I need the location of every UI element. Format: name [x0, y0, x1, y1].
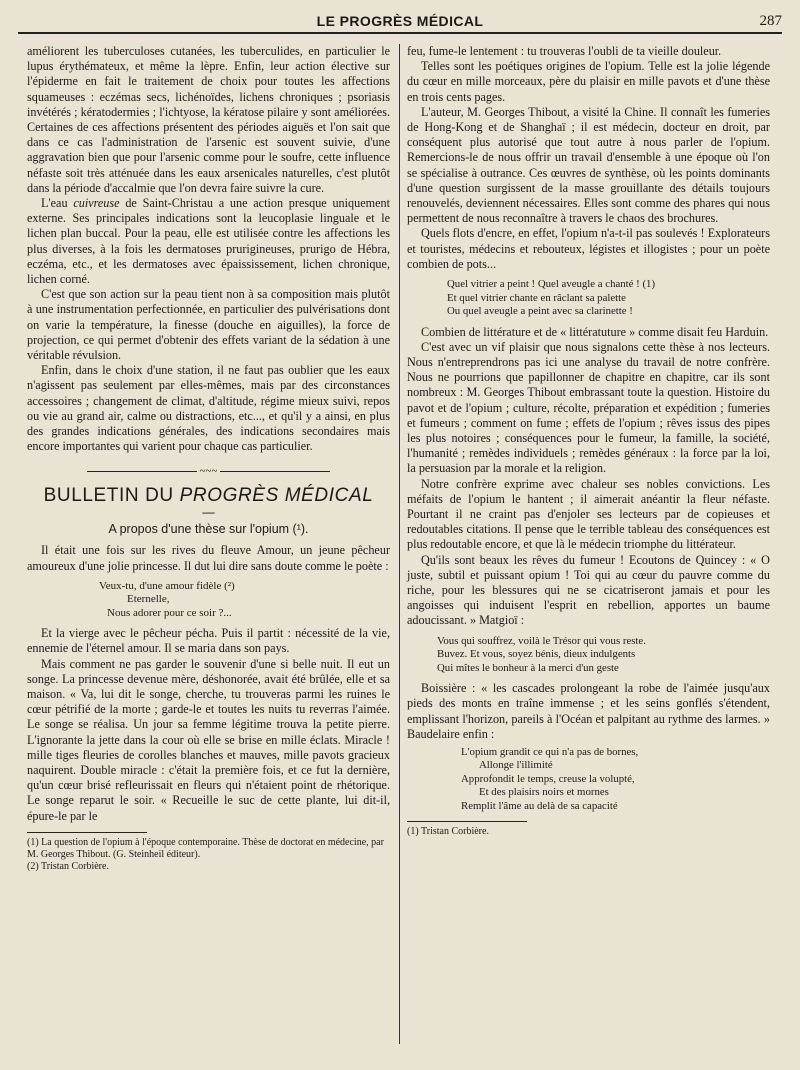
right-verse-3-line-3: Approfondit le temps, creuse la volupté,: [461, 772, 635, 785]
left-verse: [27, 580, 390, 621]
left-paragraph-2-italic: cuivreuse: [73, 196, 120, 211]
left-footnote-rule: [27, 832, 147, 833]
right-paragraph-1: feu, fume-le lentement : tu trouveras l'oubli de ta vieille douleur.: [407, 44, 722, 58]
article-subtitle: A propos d'une thèse sur l'opium (¹).: [108, 522, 309, 537]
bulletin-title: [27, 484, 390, 506]
right-verse-3-line-1: L'opium grandit ce qui n'a pas de bornes,: [461, 745, 639, 758]
left-paragraph-7: Mais comment ne pas garder le souvenir d'une si belle nuit. Il eut un songe. La princesse devenue mère, déshonorée, avait été brûlée, elle et sa maison. « Va, lui dit le songe, cherche, tu trouveras parmi les ruines le cœur pétrifié de la morte ; garde-le et toutes les nuits tu reverras l'aimée. Le songe se réalisa. Un jour sa femme légitime trouva la petite pierre. L'ignorante la jette dans la cour où elle se brise en mille éclats. Miracle ! mille tiges fleuries de corolles blanches et mauves, mille pavots gracieux naquirent. Double miracle : c'était la première fois, et ce fut la dernière, qu'un cœur brisé refleurissait en fleurs qui n'étaient point de rhétorique. Le songe reparut le soir. « Recueille le suc de cette plante, lui dit-il, épure-le par le: [27, 656, 390, 823]
bulletin-title-a: BULLETIN DU: [43, 484, 180, 506]
ornament-flourish: ~~~: [199, 465, 218, 478]
title-dash: —: [202, 504, 215, 519]
left-paragraph-4: Enfin, dans le choix d'une station, il ne faut pas oublier que les eaux n'agissent pas seulement par elles-mêmes, mais par des circonstances accessoires ; changement de climat, d'altitude, régime mieux suivi, repos ou vie au grand air, calme ou distractions, etc..., et qu'il y a ainsi, en plus des grandes indications générales, des indications secondaires mais encore importantes qui varient pour chaque cas particulier.: [27, 363, 390, 454]
right-footnote-1: (1) Tristan Corbière.: [407, 826, 489, 838]
right-paragraph-9: Boissière : « les cascades prolongeant la robe de l'aimée jusqu'aux pieds des monts en traîne immense ; et les seins gonflés s'étendent, emplissant l'horizon, pareils à l'Océan et palpitant au rythme des larmes. » Baudelaire enfin :: [407, 681, 770, 741]
running-title: LE PROGRÈS MÉDICAL: [316, 13, 484, 29]
right-paragraph-4: Quels flots d'encre, en effet, l'opium n'a-t-il pas soulevés ! Explorateurs et touristes, médecins et rebouteux, légistes et illogistes ; pour un poète combien de pots...: [407, 226, 770, 271]
left-paragraph-2-rest: de Saint-Christau a une action presque uniquement externe. Ses principales indications sont la leucoplasie linguale et le lichen plan buccal. Pour la peau, elle est utilisée contre les affections les plus diverses, à la fois les dermatoses prurigineuses, prurigo de Hébra, eczéma, etc., et les dermatoses avec épaississement, lichen chronique, lichen corné.: [27, 196, 390, 287]
right-verse-2: [437, 635, 770, 676]
left-paragraph-3: C'est que son action sur la peau tient non à sa composition mais plutôt à une instrumentation perfectionnée, en particulier des pulvérisations dont on varie la température, la finesse (douche en aiguilles), la force de projection, ce qui permet d'obtenir des effets variant de la sédation à une véritable révulsion.: [27, 287, 390, 363]
left-footnote-1: (1) La question de l'opium à l'époque contemporaine. Thèse de doctorat en médecine, par M. Georges Thibout. (G. Steinheil éditeur).: [27, 836, 384, 860]
left-footnote-2: (2) Tristan Corbière.: [27, 860, 109, 872]
page-header: [18, 10, 782, 34]
left-verse-line-2: Eternelle,: [127, 593, 170, 606]
left-verse-line-3: Nous adorer pour ce soir ?...: [107, 606, 232, 619]
right-paragraph-7: Notre confrère exprime avec chaleur ses nobles convictions. Les méfaits de l'opium le hantent ; il aimerait anéantir la fleur néfaste. Pourtant il ne craint pas d'enjoler ses lecteurs par de copieuses et redoutables citations. Il pense que le terrible tableau des conséquences est plus redoutable encore, et que là le médecin triomphe du littérateur.: [407, 476, 770, 552]
right-paragraph-8: Qu'ils sont beaux les rêves du fumeur ! Ecoutons de Quincey : « O juste, subtil et puissant opium ! Toi qui au cœur du pauvre comme du riche, pour les blessures qui ne se cicatriseront jamais et pour les angoisses qui induisent l'esprit en rebellion, apportes un baume adoucissant. » Matgioï :: [407, 552, 770, 628]
bulletin-title-b: PROGRÈS MÉDICAL: [179, 484, 374, 506]
right-verse-3-line-2: Allonge l'illimité: [479, 759, 553, 772]
right-verse-3-line-5: Remplit l'âme au delà de sa capacité: [461, 799, 618, 812]
right-verse-1-line-2: Et quel vitrier chante en râclant sa palette: [447, 291, 626, 304]
left-footnotes: [27, 837, 390, 873]
left-verse-line-1: Veux-tu, d'une amour fidèle (²): [99, 579, 235, 592]
right-footnote-rule: [407, 821, 527, 822]
right-verse-1: [447, 278, 770, 319]
column-divider: [399, 44, 400, 1044]
right-column: [407, 44, 770, 838]
left-paragraph-5: Il était une fois sur les rives du fleuve Amour, un jeune pêcheur amoureux d'une jolie princesse. Il dut lui dire sans doute comme le poète :: [27, 543, 390, 573]
left-paragraph-6: Et la vierge avec le pêcheur pécha. Puis il partit : nécessité de la vie, ennemie de l'éternel amour. Il se maria dans son pays.: [27, 626, 390, 656]
right-footnotes: [407, 826, 770, 838]
left-column: [27, 44, 390, 873]
section-ornament: [27, 464, 390, 479]
left-paragraph-2: [27, 196, 390, 287]
right-verse-2-line-1: Vous qui souffrez, voilà le Trésor qui vous reste.: [437, 634, 646, 647]
right-paragraph-3: L'auteur, M. Georges Thibout, a visité la Chine. Il connaît les fumeries de Hong-Kong et de Shanghaï ; il est médecin, docteur en droit, par conséquent plus autorisé que tout autre à nous parler de l'opium. Remercions-le de nous offrir un travail d'ensemble à une époque où l'on se spécialise à outrance. Ces œuvres de synthèse, où les points dominants d'une question surgissent de la masse grouillante des détails toujours renouvelés, deviennent nécessaires. Elles sont comme des phares qui nous permettent de nous reconnaître à travers le chaos des brochures.: [407, 104, 770, 226]
page-number: 287: [759, 13, 782, 29]
right-verse-1-line-3: Ou quel aveugle a peint avec sa clarinette !: [447, 305, 633, 318]
right-verse-2-line-3: Qui mîtes le bonheur à la merci d'un geste: [437, 661, 619, 674]
right-verse-3: [461, 746, 770, 814]
right-paragraph-2: Telles sont les poétiques origines de l'opium. Telle est la jolie légende du cœur en mille morceaux, père du plaisir en mille pavots et d'une thèse en trois cents pages.: [407, 59, 770, 104]
right-paragraph-6: C'est avec un vif plaisir que nous signalons cette thèse à nos lecteurs. Nous n'entreprendrons pas ici une analyse du travail de notre confrère. Nous ne pourrions que papillonner de chapitre en chapitre, car ils sont nombreux : M. Georges Thibout embrassant toute la question. Histoire du pavot et de l'opium ; culture, récolte, préparation et expédition ; fumeries et fumeurs ; comment on fume ; effets de l'opium ; rêves issus des pipes les plus notoires ; conséquences pour le fumeur, la famille, la société, l'humanité ; remèdes individuels ; remèdes généraux : la force par la loi, la persuasion par la morale et la religion.: [407, 339, 770, 476]
ornament-line-right: [220, 471, 330, 472]
left-paragraph-2-lead: L'eau: [41, 196, 74, 211]
right-paragraph-5: Combien de littérature et de « littératuture » comme disait feu Harduin.: [421, 324, 769, 339]
right-verse-3-line-4: Et des plaisirs noirs et mornes: [479, 786, 609, 799]
ornament-line-left: [87, 471, 197, 472]
right-verse-2-line-2: Buvez. Et vous, soyez bénis, dieux indulgents: [437, 648, 636, 661]
left-paragraph-1: améliorent les tuberculoses cutanées, les tuberculides, en particulier le lupus érythémateux, et même la lèpre. Enfin, leur action élective sur l'épiderme en fait le traitement de choix pour toutes les affections squameuses : eczémas secs, lichénoïdes, lichens chroniques ; psoriasis invétérés ; kératodermies ; l'ichtyose, la kératose pilaire y sont améliorées. Certaines de ces affections présentent des périodes aiguës et l'on sait que dans ce cas l'administration de l'arsenic est souvent suivie, d'une aggravation bien que pour l'arsenic comme pour le soufre, cette influence néfaste soit très atténuée dans les eaux arsenicales naturelles, c'est plutôt dans la période d'accalmie que l'on devra faire suivre la cure.: [27, 44, 390, 195]
right-verse-1-line-1: Quel vitrier a peint ! Quel aveugle a chanté ! (1): [447, 278, 656, 291]
